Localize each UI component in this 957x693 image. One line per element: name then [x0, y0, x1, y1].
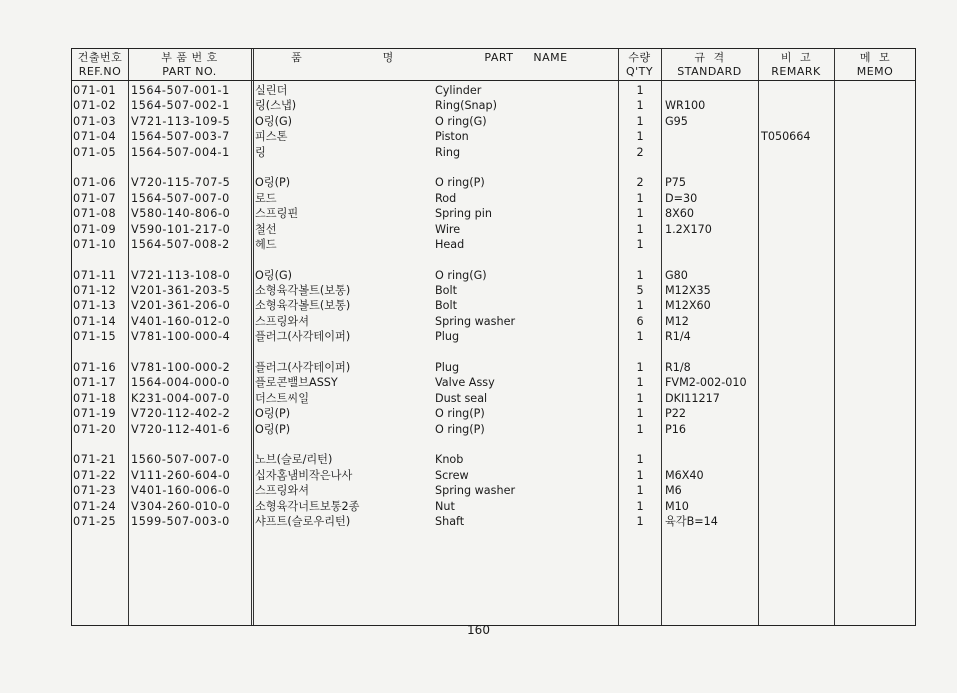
cell-ref: 071-01 [73, 84, 117, 97]
cell-en: Piston [435, 130, 469, 144]
cell-std: P75 [665, 176, 686, 190]
cell-en: Spring pin [435, 207, 492, 221]
cell-en: Shaft [435, 514, 465, 528]
cell-qty: 2 [636, 176, 644, 190]
cell-kr: O링(P) [255, 422, 291, 436]
header-name-kr-b: 명 [382, 51, 394, 64]
cell-part: 1564-004-000-0 [131, 376, 230, 390]
cell-ref: 071-25 [73, 514, 117, 528]
cell-qty: 1 [636, 453, 644, 467]
cell-part: V201-361-206-0 [131, 299, 231, 313]
cell-ref: 071-11 [73, 268, 117, 282]
cell-ref: 071-23 [73, 484, 117, 498]
cell-qty: 1 [636, 191, 644, 205]
header-ref-kr: 건출번호 [77, 50, 123, 64]
cell-en: Screw [435, 468, 469, 482]
cell-kr: O링(P) [255, 176, 291, 190]
cell-qty: 1 [636, 391, 644, 405]
cell-qty: 1 [636, 407, 644, 421]
cell-ref: 071-08 [73, 207, 117, 221]
cell-en: Spring washer [435, 314, 516, 328]
cell-kr: 로드 [255, 191, 277, 205]
cell-kr: 스프링와셔 [255, 484, 310, 498]
cell-en: Rod [435, 191, 457, 205]
cell-part: 1560-507-007-0 [131, 453, 230, 467]
cell-qty: 2 [636, 145, 644, 159]
cell-qty: 1 [636, 130, 644, 144]
row-spacer [72, 437, 915, 452]
cell-en: Wire [435, 222, 461, 236]
cell-kr: 스프링핀 [255, 207, 299, 221]
table-row [72, 206, 915, 221]
table-row [72, 222, 915, 237]
cell-ref: 071-12 [73, 284, 117, 298]
cell-qty: 1 [636, 468, 644, 482]
cell-kr: 십자홈냄비작은나사 [255, 468, 353, 482]
cell-ref: 071-07 [73, 191, 117, 205]
cell-ref: 071-22 [73, 468, 117, 482]
cell-kr: 링 [255, 145, 266, 159]
cell-en: Plug [435, 330, 460, 344]
cell-en: O ring(P) [435, 422, 485, 436]
cell-kr: 실린더 [255, 84, 288, 97]
table-row [72, 283, 915, 298]
cell-kr: 샤프트(슬로우리턴) [255, 514, 351, 528]
cell-qty: 1 [636, 268, 644, 282]
cell-ref: 071-13 [73, 299, 117, 313]
cell-part: 1564-507-003-7 [131, 130, 230, 144]
cell-kr: O링(G) [255, 268, 293, 282]
cell-std: P16 [665, 422, 686, 436]
cell-part: 1599-507-003-0 [131, 514, 230, 528]
header-memo-en: MEMO [856, 64, 894, 78]
cell-std: M12 [665, 314, 689, 328]
cell-std: DKI11217 [665, 391, 720, 405]
cell-qty: 1 [636, 361, 644, 375]
cell-part: V401-160-012-0 [131, 314, 231, 328]
table-row [72, 114, 915, 129]
cell-part: V111-260-604-0 [131, 468, 231, 482]
cell-part: V781-100-000-4 [131, 330, 231, 344]
cell-part: V580-140-806-0 [131, 207, 231, 221]
cell-en: O ring(P) [435, 176, 485, 190]
cell-kr: 플러그(사각테이퍼) [255, 330, 351, 344]
header-part-kr: 부 품 번 호 [161, 50, 218, 64]
cell-ref: 071-04 [73, 130, 117, 144]
table-row [72, 98, 915, 113]
cell-ref: 071-15 [73, 330, 117, 344]
cell-kr: O링(P) [255, 407, 291, 421]
table-row [72, 329, 915, 344]
row-spacer [72, 252, 915, 267]
cell-en: Ring [435, 145, 461, 159]
cell-ref: 071-16 [73, 361, 117, 375]
cell-part: 1564-507-008-2 [131, 237, 230, 251]
table-row [72, 145, 915, 160]
cell-qty: 1 [636, 222, 644, 236]
table-row [72, 360, 915, 375]
cell-ref: 071-02 [73, 99, 117, 113]
cell-en: Dust seal [435, 391, 488, 405]
cell-en: O ring(P) [435, 407, 485, 421]
cell-qty: 1 [636, 484, 644, 498]
cell-qty: 1 [636, 422, 644, 436]
cell-std: G80 [665, 268, 688, 282]
header-part-name [434, 49, 618, 80]
header-standard [661, 49, 758, 80]
header-name-kr-a: 품 [291, 51, 303, 64]
cell-en: Bolt [435, 299, 458, 313]
cell-ref: 071-18 [73, 391, 117, 405]
header-remark-kr: 비 고 [780, 50, 812, 64]
header-memo [834, 49, 916, 80]
header-remark [758, 49, 834, 80]
cell-qty: 1 [636, 84, 644, 97]
cell-part: V304-260-010-0 [131, 499, 231, 513]
cell-ref: 071-19 [73, 407, 117, 421]
cell-en: Bolt [435, 284, 458, 298]
cell-qty: 1 [636, 114, 644, 128]
table-row [72, 314, 915, 329]
header-ref-en: REF.NO [78, 64, 122, 78]
cell-ref: 071-21 [73, 453, 117, 467]
cell-std: G95 [665, 114, 688, 128]
cell-ref: 071-20 [73, 422, 117, 436]
header-qty-en: Q'TY [625, 64, 654, 78]
table-row [72, 175, 915, 190]
cell-part: V720-112-402-2 [131, 407, 231, 421]
cell-std: WR100 [665, 99, 706, 113]
cell-std: M6 [665, 484, 682, 498]
table-row [72, 298, 915, 313]
header-qty-kr: 수량 [628, 50, 651, 64]
cell-en: Head [435, 237, 465, 251]
cell-ref: 071-17 [73, 376, 117, 390]
table-row [72, 422, 915, 437]
cell-part: V590-101-217-0 [131, 222, 231, 236]
cell-part: V720-112-401-6 [131, 422, 231, 436]
cell-std: M12X35 [665, 284, 711, 298]
header-qty [618, 49, 661, 80]
cell-std: M6X40 [665, 468, 704, 482]
cell-kr: 소형육각볼트(보통) [255, 284, 351, 298]
cell-ref: 071-03 [73, 114, 117, 128]
cell-ref: 071-10 [73, 237, 117, 251]
table-row [72, 406, 915, 421]
page-number: 160 [467, 623, 490, 637]
cell-en: Spring washer [435, 484, 516, 498]
header-remark-en: REMARK [771, 64, 821, 78]
cell-en: Ring(Snap) [435, 99, 497, 113]
cell-kr: 헤드 [255, 237, 277, 251]
cell-kr: 스프링와셔 [255, 314, 310, 328]
row-spacer [72, 160, 915, 175]
cell-en: Valve Assy [435, 376, 495, 390]
cell-ref: 071-05 [73, 145, 117, 159]
cell-std: R1/8 [665, 361, 691, 375]
cell-qty: 1 [636, 99, 644, 113]
cell-ref: 071-09 [73, 222, 117, 236]
cell-std: 8X60 [665, 207, 695, 221]
cell-qty: 6 [636, 314, 644, 328]
cell-part: V721-113-108-0 [131, 268, 231, 282]
cell-kr: 노브(슬로/리턴) [255, 453, 333, 467]
header-divider [72, 80, 915, 81]
header-ref [72, 49, 128, 80]
cell-kr: 소형육각볼트(보통) [255, 299, 351, 313]
cell-std: P22 [665, 407, 686, 421]
table-row [72, 391, 915, 406]
cell-kr: 플로콘밸브ASSY [255, 376, 338, 390]
cell-ref: 071-14 [73, 314, 117, 328]
table-row [72, 237, 915, 252]
table-row [72, 452, 915, 467]
cell-part: V781-100-000-2 [131, 361, 231, 375]
table-row [72, 514, 915, 529]
table-row [72, 83, 915, 98]
table-row [72, 191, 915, 206]
cell-en: O ring(G) [435, 114, 487, 128]
table-row [72, 129, 915, 144]
header-part-no [128, 49, 251, 80]
header-name-kr [251, 49, 434, 80]
cell-qty: 5 [636, 284, 644, 298]
cell-kr: 철선 [255, 222, 277, 236]
cell-remark: T050664 [761, 130, 811, 144]
cell-std: M12X60 [665, 299, 711, 313]
cell-kr: 피스톤 [255, 130, 288, 144]
header-std-kr: 규 격 [694, 50, 725, 64]
cell-kr: O링(G) [255, 114, 293, 128]
cell-std: FVM2-002-010 [665, 376, 747, 390]
cell-qty: 1 [636, 514, 644, 528]
table-row [72, 483, 915, 498]
cell-part: V401-160-006-0 [131, 484, 231, 498]
cell-qty: 1 [636, 299, 644, 313]
header-part-name-text: PART NAME [484, 51, 568, 64]
cell-ref: 071-06 [73, 176, 117, 190]
table-body [72, 83, 915, 529]
cell-part: 1564-507-007-0 [131, 191, 230, 205]
header-std-en: STANDARD [677, 64, 742, 78]
cell-part: 1564-507-002-1 [131, 99, 230, 113]
cell-part: V721-113-109-5 [131, 114, 231, 128]
cell-en: Nut [435, 499, 455, 513]
cell-part: 1564-507-004-1 [131, 145, 230, 159]
cell-en: Cylinder [435, 84, 482, 97]
header-memo-kr: 메 모 [859, 50, 891, 64]
cell-qty: 1 [636, 330, 644, 344]
table-row [72, 468, 915, 483]
cell-std: D=30 [665, 191, 698, 205]
cell-qty: 1 [636, 376, 644, 390]
cell-kr: 소형육각너트보통2종 [255, 499, 360, 513]
cell-qty: 1 [636, 207, 644, 221]
row-spacer [72, 345, 915, 360]
cell-kr: 플러그(사각테이퍼) [255, 361, 351, 375]
cell-ref: 071-24 [73, 499, 117, 513]
table-row [72, 499, 915, 514]
cell-std: R1/4 [665, 330, 691, 344]
cell-std: 1.2X170 [665, 222, 712, 236]
cell-part: 1564-507-001-1 [131, 84, 230, 97]
cell-en: O ring(G) [435, 268, 487, 282]
cell-qty: 1 [636, 499, 644, 513]
header-part-en: PART NO. [162, 64, 217, 78]
parts-table [71, 48, 916, 626]
cell-part: K231-004-007-0 [131, 391, 231, 405]
cell-std: M10 [665, 499, 689, 513]
cell-en: Plug [435, 361, 460, 375]
cell-std: 육각B=14 [665, 514, 718, 528]
table-row [72, 268, 915, 283]
cell-kr: 더스트씨일 [255, 391, 310, 405]
table-row [72, 375, 915, 390]
cell-part: V720-115-707-5 [131, 176, 231, 190]
cell-qty: 1 [636, 237, 644, 251]
cell-part: V201-361-203-5 [131, 284, 231, 298]
cell-en: Knob [435, 453, 464, 467]
cell-kr: 링(스냅) [255, 99, 297, 113]
